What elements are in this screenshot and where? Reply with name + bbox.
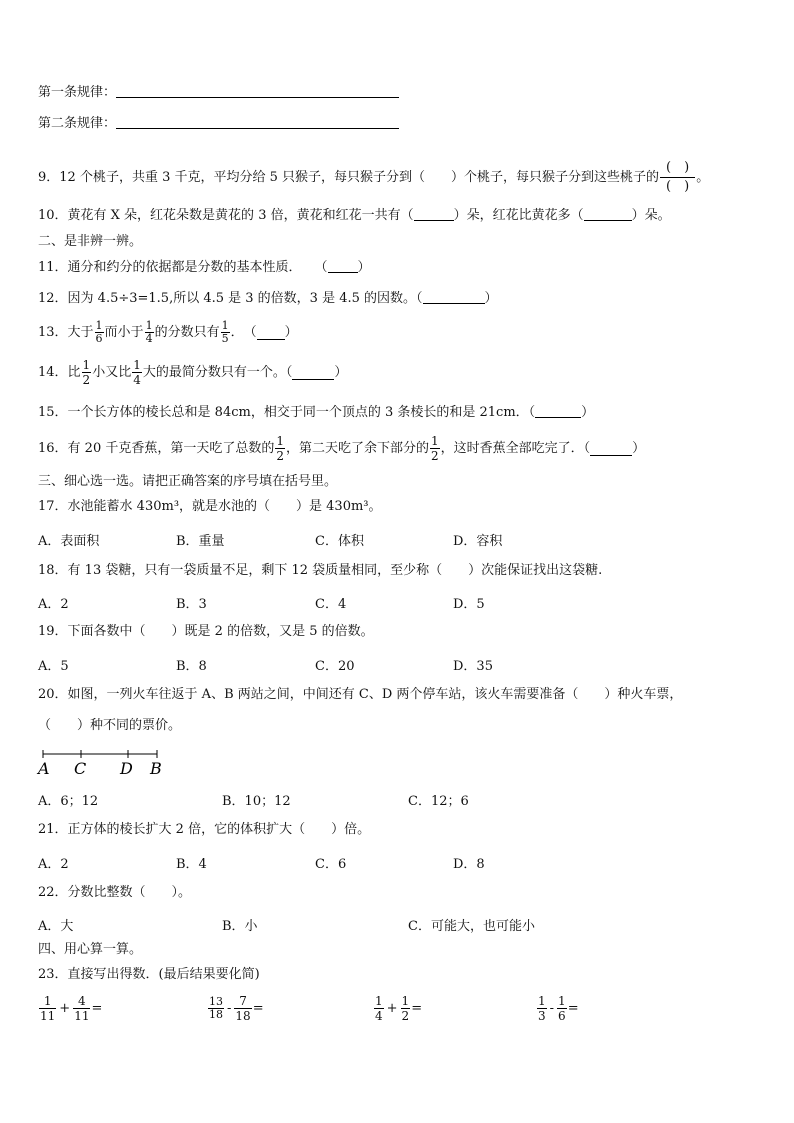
fraction: $\frac{1}{4}$	[375, 994, 383, 1023]
q18-option-b[interactable]: B．3	[176, 597, 207, 612]
station-label-b: B	[150, 759, 162, 778]
q21-option-c[interactable]: C．6	[315, 857, 347, 872]
section-2-heading: 二、是非辨一辨。	[38, 234, 143, 249]
q17-option-d[interactable]: D．容积	[453, 534, 503, 549]
q18-option-c[interactable]: C．4	[315, 597, 347, 612]
q23-item-4[interactable]: $\frac{1}{3}$ - $\frac{1}{6}$ =	[538, 994, 579, 1023]
fraction: $\frac{4}{11}$	[74, 994, 90, 1023]
question-18: 18．有 13 袋糖，只有一袋质量不足，剩下 12 袋质量相同，至少称（ ）次能保证找出这袋糖.	[38, 563, 603, 578]
q17-option-c[interactable]: C．体积	[315, 534, 364, 549]
q22-option-a[interactable]: A．大	[38, 919, 74, 934]
station-label-d: D	[120, 759, 133, 778]
question-21: 21．正方体的棱长扩大 2 倍，它的体积扩大（ ）倍。	[38, 822, 371, 837]
question-13: 13．大于 $\frac{1}{6}$ 而小于 $\frac{1}{4}$ 的分数只有 $\frac{1}{5}$ ． （ ）	[38, 319, 298, 345]
fraction: $\frac{1}{6}$	[558, 994, 566, 1023]
q10-blank-2[interactable]	[584, 207, 632, 221]
fraction: $\frac{1}{3}$	[538, 994, 546, 1023]
q9-text: 9．12 个桃子，共重 3 千克，平均分给 5 只猴子，每只猴子分到（ ）个桃子，每只猴子分到这些桃子的	[38, 169, 660, 185]
q9-fraction-blank[interactable]: $\frac{( )}{( )}$	[660, 159, 695, 196]
q23-item-3[interactable]: $\frac{1}{4}$ + $\frac{1}{2}$ =	[375, 994, 423, 1023]
q18-option-d[interactable]: D．5	[453, 597, 485, 612]
q11-blank[interactable]	[328, 259, 358, 273]
question-11: 11．通分和约分的依据都是分数的基本性质． （ ）	[38, 260, 371, 275]
q20-option-a[interactable]: A．6；12	[38, 794, 99, 809]
station-label-a: A	[38, 759, 50, 778]
rule1-line	[38, 84, 399, 102]
question-12: 12．因为 4.5÷3=1.5,所以 4.5 是 3 的倍数，3 是 4.5 的因数。（ ）	[38, 291, 498, 306]
q17-option-b[interactable]: B．重量	[176, 534, 225, 549]
fraction: $\frac{1}{2}$	[401, 994, 410, 1023]
q22-option-c[interactable]: C．可能大，也可能小	[408, 919, 535, 934]
q16-blank[interactable]	[590, 442, 632, 456]
section-4-heading: 四、用心算一算。	[38, 942, 143, 957]
fraction: $\frac{1}{2}$	[82, 358, 91, 387]
fraction: $\frac{1}{4}$	[145, 319, 153, 345]
question-10: 10．黄花有 X 朵，红花朵数是黄花的 3 倍，黄花和红花一共有（ ）朵，红花比黄花多（ ）朵。	[38, 208, 671, 223]
q20-option-b[interactable]: B．10；12	[222, 794, 291, 809]
q21-option-a[interactable]: A．2	[38, 857, 69, 872]
fraction: $\frac{1}{2}$	[276, 434, 284, 463]
q10-blank-1[interactable]	[414, 207, 454, 221]
q18-option-a[interactable]: A．2	[38, 597, 69, 612]
question-22: 22．分数比整数（ ）。	[38, 885, 192, 900]
question-20: 20．如图，一列火车往返于 A、B 两站之间，中间还有 C、D 两个停车站，该火车需要准备（ ）种火车票，	[38, 687, 683, 702]
q23-item-2[interactable]: $\frac{13}{18}$ - $\frac{7}{18}$ =	[209, 994, 264, 1023]
q19-option-d[interactable]: D．35	[453, 659, 493, 674]
q22-option-b[interactable]: B．小	[222, 919, 258, 934]
fraction: $\frac{13}{18}$	[209, 995, 223, 1021]
q21-option-d[interactable]: D．8	[453, 857, 485, 872]
q23-item-1[interactable]: $\frac{1}{11}$ + $\frac{4}{11}$ =	[40, 994, 103, 1023]
fraction: $\frac{1}{6}$	[95, 319, 103, 345]
q17-option-a[interactable]: A．表面积	[38, 534, 100, 549]
rule1-answer-blank[interactable]	[116, 84, 399, 98]
q19-option-c[interactable]: C．20	[315, 659, 355, 674]
fraction: $\frac{1}{11}$	[40, 994, 56, 1023]
q15-blank[interactable]	[535, 404, 581, 418]
section-3-heading: 三、细心选一选。请把正确答案的序号填在括号里。	[38, 474, 338, 489]
station-line-diagram	[36, 748, 166, 780]
fraction: $\frac{1}{4}$	[133, 358, 141, 387]
question-16: 16．有 20 千克香蕉，第一天吃了总数的 $\frac{1}{2}$ ，第二天吃了余下部分的 $\frac{1}{2}$ ，这时香蕉全部吃完了．（ ）	[38, 434, 646, 463]
question-23: 23．直接写出得数．(最后结果要化简)	[38, 967, 260, 982]
q20-option-c[interactable]: C．12；6	[408, 794, 469, 809]
question-19: 19．下面各数中（ ）既是 2 的倍数，又是 5 的倍数。	[38, 624, 374, 639]
q14-blank[interactable]	[292, 366, 334, 380]
question-9: 9．12 个桃子，共重 3 千克，平均分给 5 只猴子，每只猴子分到（ ）个桃子，每只猴子分到这些桃子的 $\frac{( )}{( )}$ 。	[38, 160, 710, 194]
rule1-label: 第一条规律：	[38, 85, 117, 100]
q21-option-b[interactable]: B．4	[176, 857, 207, 872]
question-17: 17．水池能蓄水 430m³，就是水池的（ ）是 430m³。	[38, 499, 382, 514]
question-20-continued: （ ）种不同的票价。	[38, 718, 182, 733]
station-label-c: C	[74, 759, 87, 778]
question-14: 14．比 $\frac{1}{2}$ 小又比 $\frac{1}{4}$ 大的最简分数只有一个。（ ）	[38, 358, 348, 387]
rule2-answer-blank[interactable]	[116, 115, 399, 129]
q19-option-a[interactable]: A．5	[38, 659, 69, 674]
fraction: $\frac{1}{5}$	[221, 319, 229, 345]
question-15: 15．一个长方体的棱长总和是 84cm，相交于同一个顶点的 3 条棱长的和是 21cm．（ ）	[38, 405, 595, 420]
q13-blank[interactable]	[257, 326, 285, 340]
rule2-label: 第二条规律：	[38, 116, 117, 131]
rule2-line	[38, 115, 399, 133]
fraction: $\frac{1}{2}$	[431, 434, 439, 463]
q12-blank[interactable]	[423, 290, 485, 304]
q19-option-b[interactable]: B．8	[176, 659, 207, 674]
fraction: $\frac{7}{18}$	[235, 994, 251, 1023]
